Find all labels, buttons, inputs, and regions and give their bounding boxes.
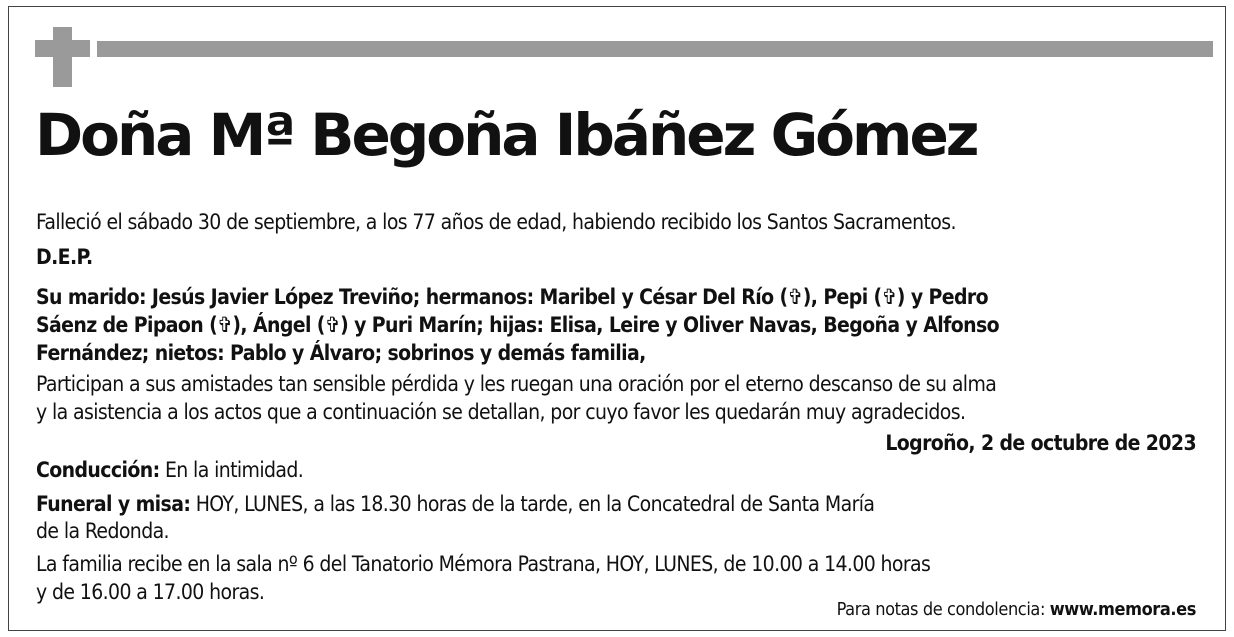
condolence-label: Para notas de condolencia: <box>836 599 1050 620</box>
wake-line-2: y de 16.00 a 17.00 horas. <box>36 580 265 604</box>
funeral-line-2: de la Redonda. <box>36 519 169 543</box>
wake-line-1: La familia recibe en la sala nº 6 del Tanatorio Mémora Pastrana, HOY, LUNES, de 10.00 a 14.00 horas <box>36 552 931 576</box>
family-line-2: Sáenz de Pipaon (✞), Ángel (✞) y Puri Marín; hijas: Elisa, Leire y Oliver Navas, Begoña y Alfonso <box>36 313 999 337</box>
dep-label: D.E.P. <box>36 245 93 269</box>
funeral-label: Funeral y misa: <box>36 492 191 516</box>
cross-icon-bar <box>35 40 90 57</box>
cross-icon <box>53 27 72 87</box>
funeral-line <box>36 490 1196 518</box>
funeral-text: HOY, LUNES, a las 18.30 horas de la tarde, en la Concatedral de Santa María <box>190 492 875 516</box>
conduction-line <box>36 456 1196 484</box>
place-date: Logroño, 2 de octubre de 2023 <box>885 431 1196 455</box>
death-announcement: Falleció el sábado 30 de septiembre, a los 77 años de edad, habiendo recibido los Santos Sacramentos. <box>36 210 956 234</box>
condolence-link[interactable]: www.memora.es <box>1049 599 1196 620</box>
family-line-3: Fernández; nietos: Pablo y Álvaro; sobrinos y demás familia, <box>36 341 646 365</box>
deceased-name: Doña Mª Begoña Ibáñez Gómez <box>35 101 977 169</box>
participation-line-2: y la asistencia a los actos que a continuación se detallan, por cuyo favor les quedarán muy agradecidos. <box>36 400 966 424</box>
header-rule <box>97 41 1213 57</box>
condolence-line <box>36 596 1196 624</box>
conduction-label: Conducción: <box>36 458 160 482</box>
participation-line-1: Participan a sus amistades tan sensible pérdida y les ruegan una oración por el eterno descanso de su alma <box>36 372 997 396</box>
conduction-text: En la intimidad. <box>159 458 304 482</box>
family-line-1: Su marido: Jesús Javier López Treviño; hermanos: Maribel y César Del Río (✞), Pepi (✞) y Pedro <box>36 285 988 309</box>
